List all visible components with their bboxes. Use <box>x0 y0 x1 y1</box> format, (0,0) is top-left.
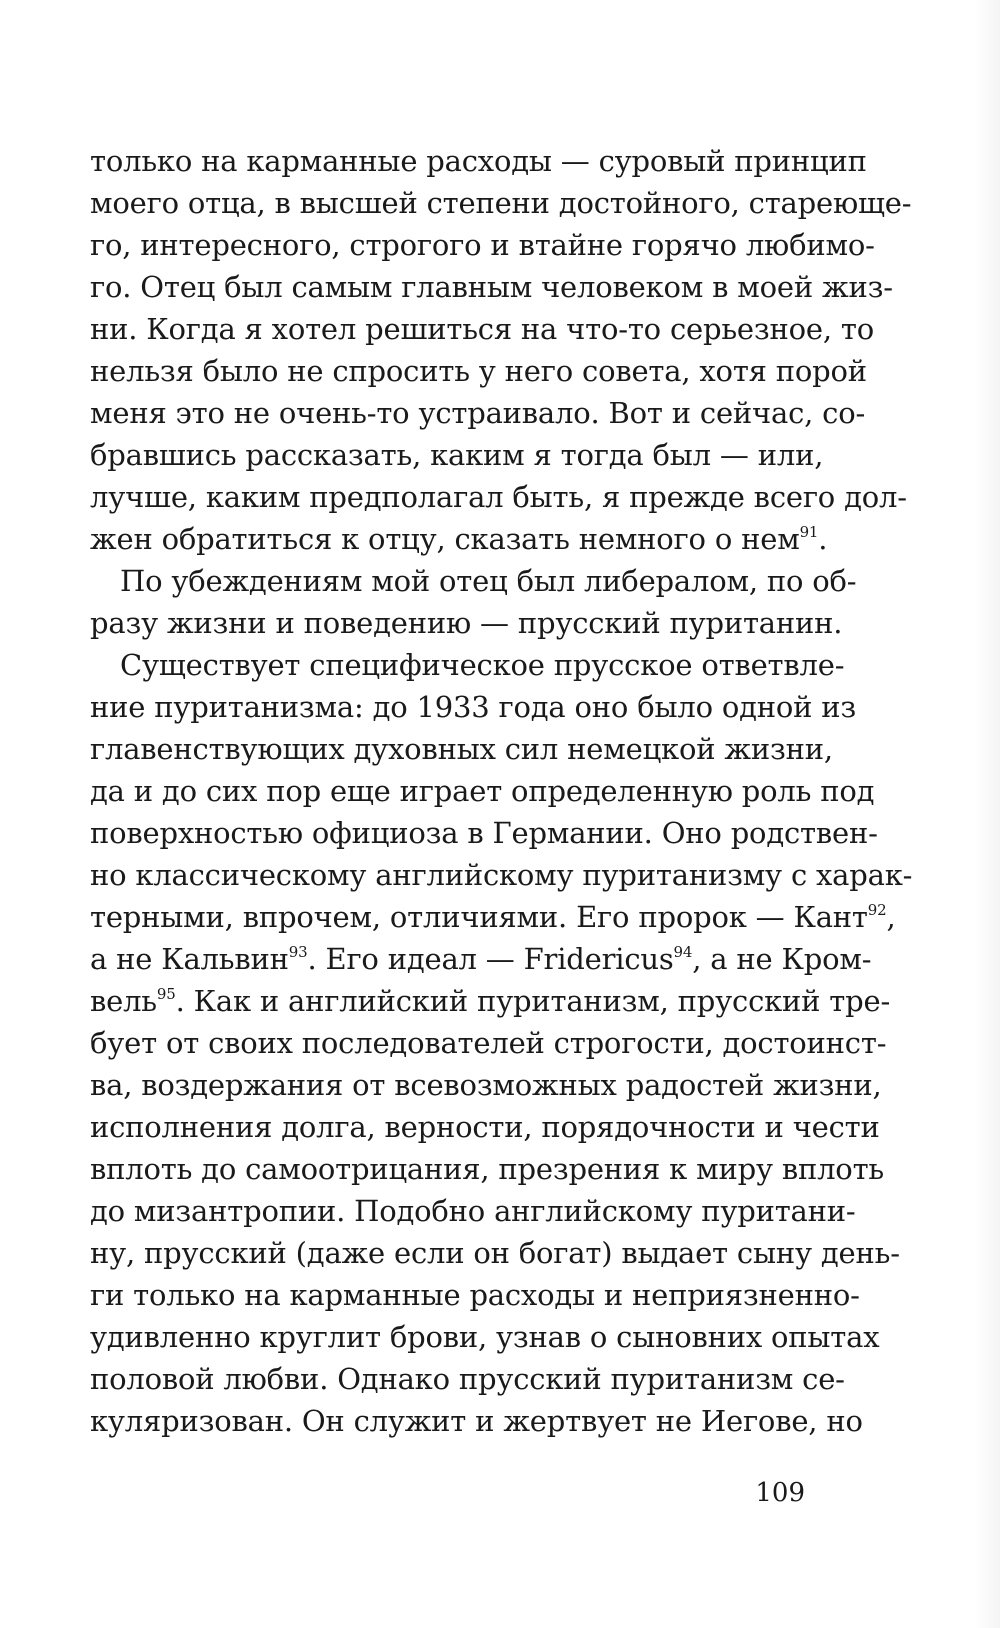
text-line: да и до сих пор еще играет определенную роль под <box>90 774 875 808</box>
text-line: только на карманные расходы — суровый принцип <box>90 144 867 178</box>
text-line: половой любви. Однако прусский пуританизм се- <box>90 1362 845 1396</box>
text-fragment: жен обратиться к отцу, сказать немного о нем <box>90 522 800 556</box>
footnote-ref: 93 <box>288 943 308 961</box>
text-fragment: вель <box>90 984 157 1018</box>
text-line: ние пуританизма: до 1933 года оно было одной из <box>90 690 857 724</box>
text-line: По убеждениям мой отец был либералом, по об- <box>120 564 857 598</box>
text-fragment: , а не Кром- <box>692 942 872 976</box>
text-line <box>90 518 828 560</box>
footnote-ref: 92 <box>867 901 887 919</box>
text-fragment: . Как и английский пуританизм, прусский тре- <box>175 984 891 1018</box>
text-line: но классическому английскому пуританизму с харак- <box>90 858 913 892</box>
text-fragment: . Его идеал — Fridericus <box>307 942 674 976</box>
text-line: ну, прусский (даже если он богат) выдает сыну день- <box>90 1236 900 1270</box>
text-line: нельзя было не спросить у него совета, хотя порой <box>90 354 867 388</box>
text-line: ва, воздержания от всевозможных радостей жизни, <box>90 1068 882 1102</box>
punctuation: , <box>886 900 896 934</box>
text-line: меня это не очень-то устраивало. Вот и сейчас, со- <box>90 396 866 430</box>
text-fragment: а не Кальвин <box>90 942 289 976</box>
text-line: куляризован. Он служит и жертвует не Иегове, но <box>90 1404 863 1438</box>
text-line: бует от своих последователей строгости, достоинст- <box>90 1026 887 1060</box>
text-line <box>90 938 872 980</box>
text-line: вплоть до самоотрицания, презрения к миру вплоть <box>90 1152 885 1186</box>
text-line: лучше, каким предполагал быть, я прежде всего дол- <box>90 480 907 514</box>
text-line <box>90 896 896 938</box>
text-line: исполнения долга, верности, порядочности и чести <box>90 1110 880 1144</box>
footnote-ref: 95 <box>156 985 176 1003</box>
text-line <box>90 980 891 1022</box>
text-line: до мизантропии. Подобно английскому пуритани- <box>90 1194 856 1228</box>
text-line: ги только на карманные расходы и неприязненно- <box>90 1278 860 1312</box>
text-line: удивленно круглит брови, узнав о сыновних опытах <box>90 1320 880 1354</box>
text-line: бравшись рассказать, каким я тогда был — или, <box>90 438 824 472</box>
footnote-ref: 94 <box>673 943 693 961</box>
page-number: 109 <box>755 1478 805 1508</box>
punctuation: . <box>818 522 828 556</box>
text-line: моего отца, в высшей степени достойного, стареюще- <box>90 186 912 220</box>
text-line: главенствующих духовных сил немецкой жизни, <box>90 732 833 766</box>
text-line: Существует специфическое прусское ответвле- <box>120 648 845 682</box>
text-line: го. Отец был самым главным человеком в моей жиз- <box>90 270 893 304</box>
page-edge-shadow <box>974 0 1000 1628</box>
text-line: ни. Когда я хотел решиться на что-то серьезное, то <box>90 312 874 346</box>
footnote-ref: 91 <box>799 523 819 541</box>
text-fragment: терными, впрочем, отличиями. Его пророк — Кант <box>90 900 868 934</box>
text-line: поверхностью официоза в Германии. Оно родствен- <box>90 816 878 850</box>
text-line: разу жизни и поведению — прусский пуританин. <box>90 606 843 640</box>
page-body <box>90 140 913 1442</box>
text-line: го, интересного, строгого и втайне горячо любимо- <box>90 228 875 262</box>
